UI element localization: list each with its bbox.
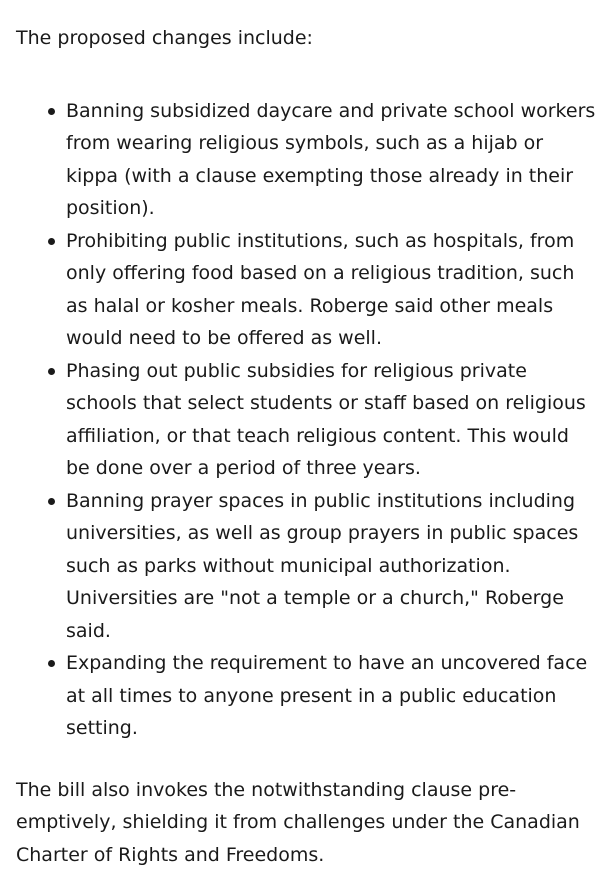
bullet-icon bbox=[48, 368, 55, 375]
list-item-text: Expanding the requirement to have an uncovered face at all times to anyone present in a public education setting. bbox=[66, 652, 588, 739]
list-item bbox=[16, 485, 596, 648]
proposed-changes-list bbox=[16, 95, 596, 745]
list-item-text: Prohibiting public institutions, such as hospitals, from only offering food based on a religious tradition, such as halal or kosher meals. Roberge said other meals would need to be offered as well. bbox=[66, 229, 575, 349]
list-item bbox=[16, 95, 596, 225]
list-item-text: Banning prayer spaces in public institutions including universities, as well as group prayers in public spaces such as parks without municipal authorization. Universities are "not a temple or a church," Roberge said. bbox=[66, 489, 579, 642]
intro-paragraph: The proposed changes include: bbox=[16, 27, 313, 49]
bullet-icon bbox=[48, 660, 55, 667]
list-item bbox=[16, 355, 596, 485]
closing-paragraph: The bill also invokes the notwithstanding clause pre-emptively, shielding it from challenges under the Canadian Charter of Rights and Freedoms. bbox=[16, 778, 580, 866]
bullet-icon bbox=[48, 498, 55, 505]
list-item-text: Banning subsidized daycare and private school workers from wearing religious symbols, such as a hijab or kippa (with a clause exempting those already in their position). bbox=[66, 99, 596, 219]
list-item-text: Phasing out public subsidies for religious private schools that select students or staff based on religious affiliation, or that teach religious content. This would be done over a period of three years. bbox=[66, 359, 586, 479]
bullet-icon bbox=[48, 238, 55, 245]
list-item bbox=[16, 225, 596, 355]
list-item bbox=[16, 647, 596, 745]
article-body bbox=[16, 22, 596, 871]
bullet-icon bbox=[48, 108, 55, 115]
